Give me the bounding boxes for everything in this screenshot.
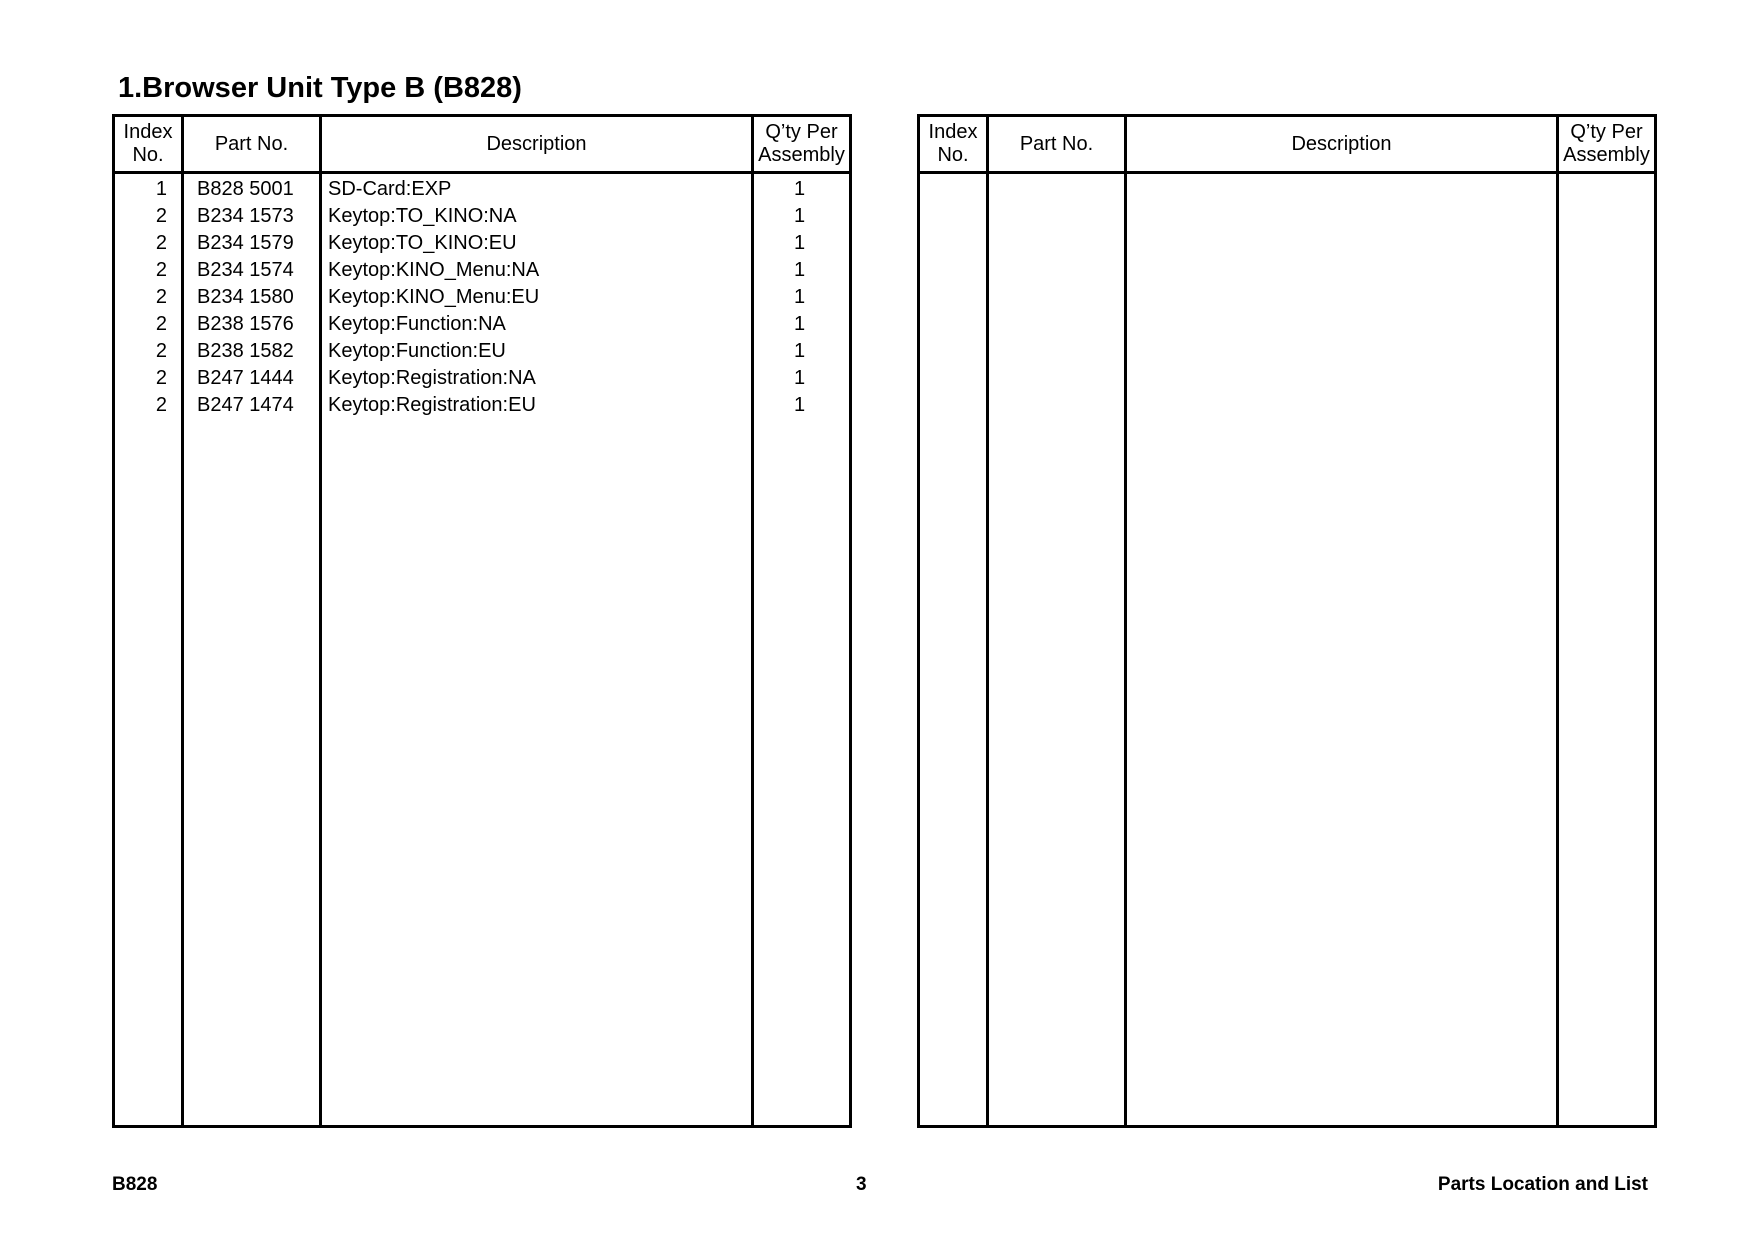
description-cell: Keytop:Registration:NA [321, 365, 753, 392]
part-no-cell: B234 1573 [183, 203, 321, 230]
empty-cell [321, 419, 753, 1127]
index-header-line2: No. [132, 144, 164, 166]
index-header-line1: Index [123, 121, 173, 143]
part-no-cell: B238 1582 [183, 338, 321, 365]
part-no-cell: B234 1579 [183, 230, 321, 257]
qty-cell: 1 [753, 365, 851, 392]
table-row [114, 338, 851, 365]
index-cell: 2 [114, 257, 183, 284]
index-header-line2: No. [937, 144, 969, 166]
part-no-cell: B234 1580 [183, 284, 321, 311]
part-no-header: Part No. [183, 116, 321, 173]
part-no-cell: B238 1576 [183, 311, 321, 338]
qty-header-line2: Assembly [1563, 144, 1650, 166]
qty-cell: 1 [753, 284, 851, 311]
qty-header-line1: Q’ty Per [765, 121, 838, 143]
index-header-line1: Index [928, 121, 978, 143]
description-cell: Keytop:KINO_Menu:EU [321, 284, 753, 311]
description-cell: Keytop:Function:NA [321, 311, 753, 338]
index-cell: 2 [114, 203, 183, 230]
qty-cell: 1 [753, 338, 851, 365]
table-filler-row [919, 173, 1656, 1127]
index-cell: 2 [114, 311, 183, 338]
table-row [114, 173, 851, 204]
empty-cell [1558, 173, 1656, 1127]
footer-page-number: 3 [856, 1174, 867, 1195]
index-cell: 2 [114, 365, 183, 392]
qty-header [753, 116, 851, 173]
table-header-row [114, 116, 851, 173]
description-cell: Keytop:TO_KINO:EU [321, 230, 753, 257]
qty-cell: 1 [753, 311, 851, 338]
table-row [114, 365, 851, 392]
qty-cell: 1 [753, 392, 851, 419]
qty-cell: 1 [753, 257, 851, 284]
footer-model: B828 [112, 1174, 158, 1195]
part-no-cell: B247 1444 [183, 365, 321, 392]
footer-section: Parts Location and List [1437, 1174, 1648, 1195]
description-cell: Keytop:Registration:EU [321, 392, 753, 419]
description-cell: Keytop:Function:EU [321, 338, 753, 365]
index-cell: 2 [114, 392, 183, 419]
qty-header [1558, 116, 1656, 173]
index-cell: 2 [114, 230, 183, 257]
part-no-cell: B234 1574 [183, 257, 321, 284]
table-row [114, 203, 851, 230]
index-cell: 2 [114, 284, 183, 311]
qty-cell: 1 [753, 230, 851, 257]
empty-cell [183, 419, 321, 1127]
parts-table-right [917, 114, 1657, 1128]
part-no-header: Part No. [988, 116, 1126, 173]
empty-cell [114, 419, 183, 1127]
parts-table-left [112, 114, 852, 1128]
qty-header-line1: Q’ty Per [1570, 121, 1643, 143]
table-row [114, 257, 851, 284]
empty-cell [988, 173, 1126, 1127]
table-row [114, 311, 851, 338]
qty-header-line2: Assembly [758, 144, 845, 166]
description-cell: Keytop:TO_KINO:NA [321, 203, 753, 230]
index-no-header [114, 116, 183, 173]
index-cell: 1 [114, 173, 183, 204]
description-header: Description [1126, 116, 1558, 173]
empty-cell [753, 419, 851, 1127]
empty-cell [1126, 173, 1558, 1127]
table-row [114, 230, 851, 257]
table-row [114, 392, 851, 419]
page-title: 1.Browser Unit Type B (B828) [118, 72, 522, 104]
description-cell: Keytop:KINO_Menu:NA [321, 257, 753, 284]
qty-cell: 1 [753, 173, 851, 204]
empty-cell [919, 173, 988, 1127]
description-cell: SD-Card:EXP [321, 173, 753, 204]
qty-cell: 1 [753, 203, 851, 230]
part-no-cell: B828 5001 [183, 173, 321, 204]
index-no-header [919, 116, 988, 173]
table-row [114, 284, 851, 311]
table-filler-row [114, 419, 851, 1127]
table-header-row [919, 116, 1656, 173]
description-header: Description [321, 116, 753, 173]
index-cell: 2 [114, 338, 183, 365]
part-no-cell: B247 1474 [183, 392, 321, 419]
